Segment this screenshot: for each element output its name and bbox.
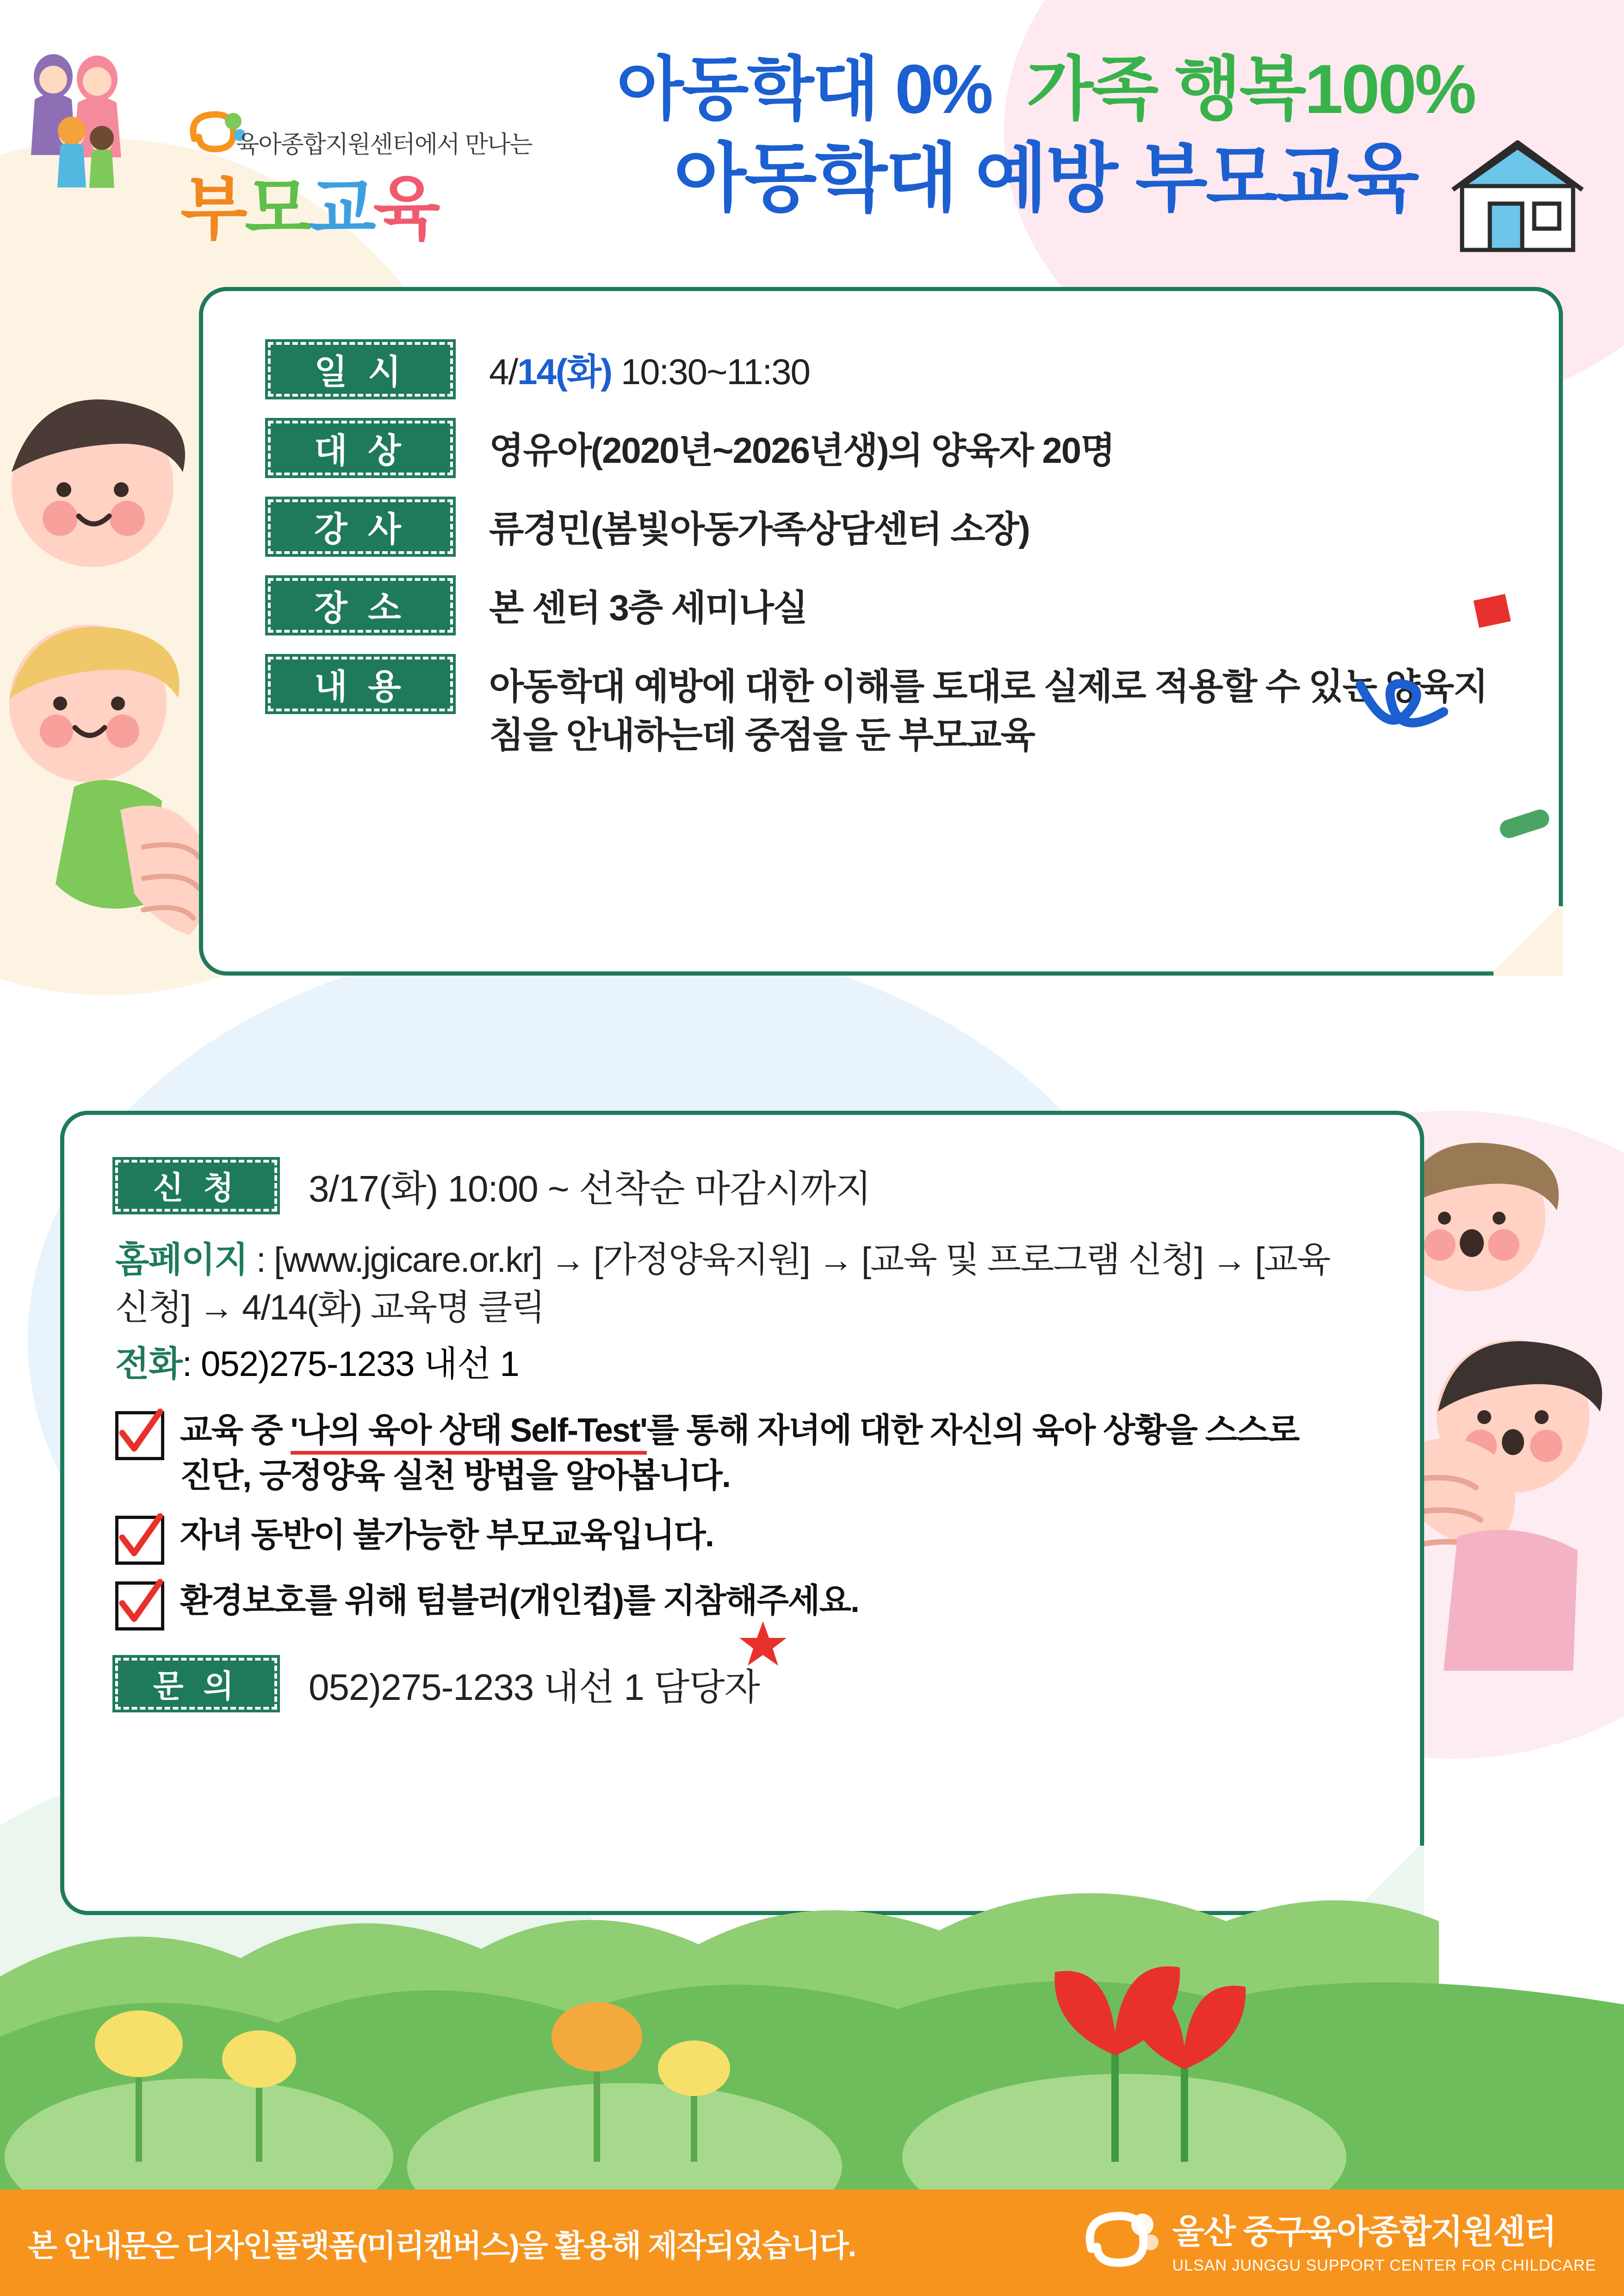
card-corner-notch (1489, 902, 1563, 976)
house-icon (1444, 134, 1592, 259)
label-homepage: 홈페이지 (115, 1240, 248, 1280)
check1-prefix: 교육 중 (180, 1412, 291, 1449)
footer-org-korean: 울산 중구육아종합지원센터 (1172, 2213, 1556, 2251)
list-item (115, 1513, 1364, 1565)
logo-subtitle: 육아종합지원센터에서 만나는 (236, 131, 532, 158)
value-homepage-path[interactable]: : [www.jgicare.or.kr] → [가정양육지원] → [교육 및 프로그램 신청] → [교육 신청] → 4/14(화) 교육명 클릭 (115, 1240, 1330, 1328)
value-target: 영유아(2020년~2026년생)의 양육자 20명 (489, 430, 1115, 471)
list-item-text: 환경보호를 위해 텀블러(개인컵)를 지참해주세요. (180, 1582, 859, 1619)
value-phone: : 052)275-1233 내선 1 (182, 1344, 519, 1384)
label-apply: 신 청 (115, 1160, 277, 1212)
value-date-prefix: 4/ (489, 351, 518, 392)
info-rows (268, 342, 1512, 784)
label-phone: 전화 (115, 1344, 182, 1384)
poster-header (0, 0, 1624, 278)
notice-checklist (115, 1408, 1364, 1630)
logo-char-1: 부 (180, 170, 245, 248)
check1-underlined: '나의 육아 상태 Self-Test' (291, 1412, 647, 1455)
footer-notice: 본 안내문은 디자인플랫폼(미리캔버스)을 활용해 제작되었습니다. (28, 2228, 856, 2263)
label-inquiry: 문 의 (115, 1658, 277, 1710)
check-mark-icon (114, 1404, 166, 1460)
value-inquiry: 052)275-1233 내선 1 담당자 (309, 1666, 760, 1708)
phone-line (115, 1336, 1364, 1386)
value-date-highlight: 14(화) (517, 351, 612, 392)
label-place: 장 소 (268, 578, 453, 633)
value-date-suffix: 10:30~11:30 (612, 351, 810, 392)
info-row-content (268, 657, 1512, 760)
label-content: 내 용 (268, 657, 453, 711)
label-target: 대 상 (268, 421, 453, 475)
title-highlight-happy: 가족 행복100% (1026, 50, 1475, 128)
list-item-text (180, 1408, 1327, 1499)
logo-title (180, 153, 438, 253)
value-date (489, 342, 810, 396)
title-line-2: 아동학대 예방 부모교육 (674, 137, 1418, 220)
family-logo-icon (28, 51, 167, 199)
center-logo-mark-icon (1079, 2203, 1159, 2277)
poster-footer (0, 2190, 1624, 2296)
application-period-row (115, 1159, 1364, 1212)
checkbox-icon[interactable] (115, 1516, 164, 1565)
checkbox-icon[interactable] (115, 1581, 164, 1630)
title-highlight-abuse: 아동학대 0% (616, 50, 992, 128)
info-row-target (268, 421, 1512, 475)
footer-organization-text (1172, 2205, 1596, 2275)
footer-org-english: ULSAN JUNGGU SUPPORT CENTER FOR CHILDCARE (1172, 2256, 1596, 2274)
garden-illustration (0, 1838, 1624, 2190)
title-line-1 (518, 51, 1573, 127)
center-logo (28, 37, 532, 248)
value-lecturer: 류경민(봄빛아동가족상담센터 소장) (489, 509, 1029, 549)
check-mark-icon (114, 1509, 166, 1564)
info-row-lecturer (268, 499, 1512, 554)
label-date: 일 시 (268, 342, 453, 397)
value-content: 아동학대 예방에 대한 이해를 토대로 실제로 적용할 수 있는 양육지침을 안내하는데 중점을 둔 부모교육 (489, 666, 1488, 756)
page-title (518, 51, 1573, 220)
label-lecturer: 강 사 (268, 499, 453, 554)
check1-suffix: 를 통해 자녀에 대한 자신의 육아 상황을 스스로 진단, 긍정양육 실천 방법을 알아봅니다. (180, 1412, 1299, 1494)
logo-char-4: 육 (373, 170, 438, 248)
info-row-date (268, 342, 1512, 397)
logo-char-3: 교 (309, 170, 373, 248)
check-mark-icon (114, 1574, 166, 1630)
red-star-icon (738, 1619, 788, 1670)
decor-blue-swirl-icon (1356, 666, 1462, 736)
application-card (60, 1111, 1424, 1915)
value-apply-period: 3/17(화) 10:00 ~ 선착순 마감시까지 (309, 1168, 871, 1209)
value-place: 본 센터 3층 세미나실 (489, 587, 807, 628)
footer-organization (1079, 2203, 1596, 2277)
info-row-place (268, 578, 1512, 633)
info-card (199, 287, 1563, 976)
logo-char-2: 모 (244, 170, 309, 248)
list-item (115, 1408, 1364, 1499)
checkbox-icon[interactable] (115, 1411, 164, 1460)
list-item-text: 자녀 동반이 불가능한 부모교육입니다. (180, 1516, 713, 1554)
homepage-path-line (115, 1236, 1364, 1332)
